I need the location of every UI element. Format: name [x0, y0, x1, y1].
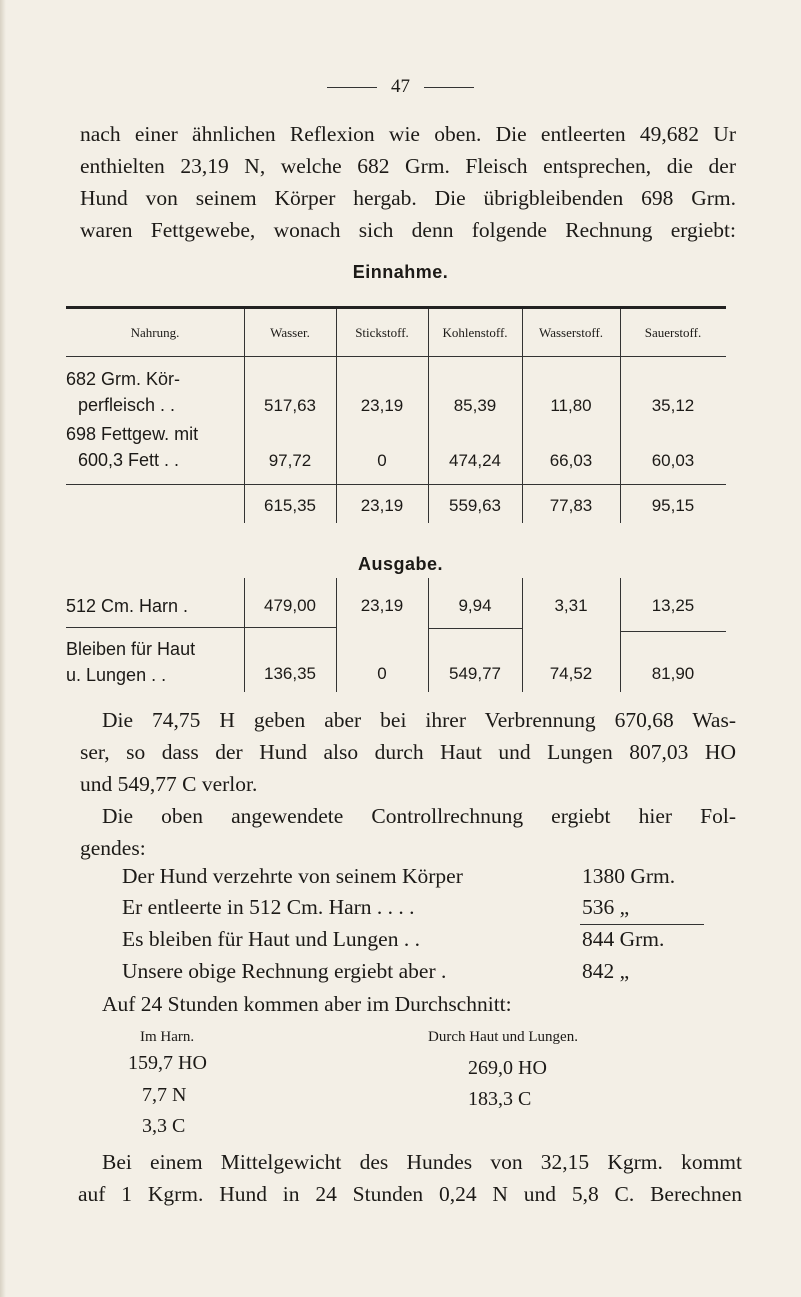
calc-line-value: 844 Grm.: [582, 927, 665, 951]
page-edge: [0, 0, 6, 1297]
total-cell: 559,63: [449, 496, 501, 515]
table-cell: 60,03: [651, 451, 695, 470]
table-header-nitrogen: Stickstoff.: [355, 325, 409, 340]
table-cell: 85,39: [453, 396, 497, 415]
text-line: Hund von seinem Körper hergab. Die übrigbleibenden 698 Grm.: [80, 186, 736, 210]
table-cell: 474,24: [449, 451, 501, 470]
table-title-expense: Ausgabe.: [357, 554, 444, 574]
intro-paragraph: [80, 118, 736, 246]
text-line: auf 1 Kgrm. Hund in 24 Stunden 0,24 N und 5,8 C. Berechnen: [78, 1182, 742, 1206]
table-cell: 0: [377, 451, 387, 470]
expense-row1-rule-d: [620, 631, 726, 632]
row-label: [66, 421, 198, 473]
table-header-food: Nahrung.: [130, 325, 180, 340]
income-body-bottom-rule: [66, 484, 726, 485]
col-rule: [522, 309, 523, 523]
table-cell: 74,52: [549, 664, 593, 683]
calc-line-text: Unsere obige Rechnung ergiebt aber .: [122, 959, 447, 983]
row-label-line: perfleisch . .: [78, 395, 176, 415]
calc-line-value: 536 „: [582, 895, 630, 919]
table-top-rule: [66, 306, 726, 309]
page-number-right-dash: [424, 87, 474, 88]
final-paragraph: [78, 1146, 742, 1210]
table-header-carbon: Kohlenstoff.: [442, 325, 508, 340]
calc-line-value: 1380 Grm.: [582, 864, 676, 888]
daily-value: 183,3 C: [468, 1088, 532, 1110]
table-cell: 13,25: [651, 596, 695, 615]
table-cell: 23,19: [360, 396, 404, 415]
paragraph-control: [80, 800, 736, 864]
table-cell: 97,72: [268, 451, 312, 470]
total-cell: 95,15: [651, 496, 695, 515]
table-header-hydrogen: Wasserstoff.: [538, 325, 604, 340]
total-cell: 77,83: [549, 496, 593, 515]
daily-header-skin-lungs: Durch Haut und Lungen.: [428, 1029, 578, 1045]
row-label-line: 600,3 Fett . .: [78, 450, 180, 470]
row-label-line: 682 Grm. Kör-: [66, 369, 181, 389]
table-header-oxygen: Sauerstoff.: [644, 325, 702, 340]
table-cell: 0: [377, 664, 387, 683]
expense-row1-rule-c: [428, 628, 522, 629]
col-rule: [428, 309, 429, 523]
row-label-line: 512 Cm. Harn .: [66, 596, 189, 616]
col-rule: [244, 309, 245, 523]
daily-value: 159,7 HO: [128, 1052, 207, 1074]
text-line: enthielten 23,19 N, welche 682 Grm. Fleisch entsprechen, die der: [80, 154, 736, 178]
table-cell: 23,19: [360, 596, 404, 615]
calc-line-text: Der Hund verzehrte von seinem Körper: [122, 864, 463, 888]
table-cell: 11,80: [550, 396, 592, 415]
table-cell: 517,63: [264, 396, 316, 415]
expense-row1-rule-b: [244, 627, 336, 628]
text-line: Die oben angewendete Controllrechnung ergiebt hier Fol-: [102, 804, 736, 828]
page-number-left-dash: [327, 87, 377, 88]
row-label-line: u. Lungen . .: [66, 665, 167, 685]
text-line: nach einer ähnlichen Reflexion wie oben. Die entleerten 49,682 Ur: [80, 122, 736, 146]
header-bottom-rule: [66, 356, 726, 357]
daily-value: 269,0 HO: [468, 1057, 547, 1079]
row-label: [66, 593, 188, 619]
table-cell: 3,31: [554, 596, 588, 615]
calc-sum-rule: [580, 924, 704, 925]
text-line: ser, so dass der Hund also durch Haut und Lungen 807,03 HO: [80, 740, 736, 764]
table-header-water: Wasser.: [270, 325, 310, 340]
table-title-income: Einnahme.: [352, 262, 449, 282]
total-cell: 615,35: [264, 496, 316, 515]
col-rule: [336, 309, 337, 523]
table-cell: 81,90: [651, 664, 695, 683]
row-label-line: Bleiben für Haut: [66, 639, 196, 659]
daily-header-urine: Im Harn.: [140, 1029, 195, 1045]
row-label: [66, 636, 195, 688]
daily-value: 3,3 C: [142, 1115, 186, 1137]
daily-value: 7,7 N: [142, 1084, 187, 1106]
row-label-line: 698 Fettgew. mit: [66, 424, 199, 444]
expense-row1-rule-a: [66, 627, 244, 628]
calc-line-text: Es bleiben für Haut und Lungen . .: [122, 927, 420, 951]
table-cell: 479,00: [264, 596, 316, 615]
text-line: waren Fettgewebe, wonach sich denn folgende Rechnung ergiebt:: [80, 218, 736, 242]
daily-intro: Auf 24 Stunden kommen aber im Durchschnitt:: [102, 992, 512, 1016]
table-cell: 136,35: [264, 664, 316, 683]
table-cell: 35,12: [651, 396, 695, 415]
table-cell: 549,77: [449, 664, 501, 683]
row-label: [66, 366, 180, 418]
text-line: und 549,77 C verlor.: [80, 772, 258, 796]
paragraph-combustion: [80, 704, 736, 800]
col-rule: [620, 309, 621, 523]
total-cell: 23,19: [360, 496, 404, 515]
table-cell: 9,94: [458, 596, 492, 615]
text-line: Bei einem Mittelgewicht des Hundes von 32,15 Kgrm. kommt: [102, 1150, 742, 1174]
page-number: [0, 76, 801, 98]
calc-line-text: Er entleerte in 512 Cm. Harn . . . .: [122, 895, 415, 919]
text-line: Die 74,75 H geben aber bei ihrer Verbrennung 670,68 Was-: [102, 708, 736, 732]
page-number-text: 47: [391, 76, 410, 97]
calc-line-value: 842 „: [582, 959, 630, 983]
table-cell: 66,03: [549, 451, 593, 470]
text-line: gendes:: [80, 836, 146, 860]
